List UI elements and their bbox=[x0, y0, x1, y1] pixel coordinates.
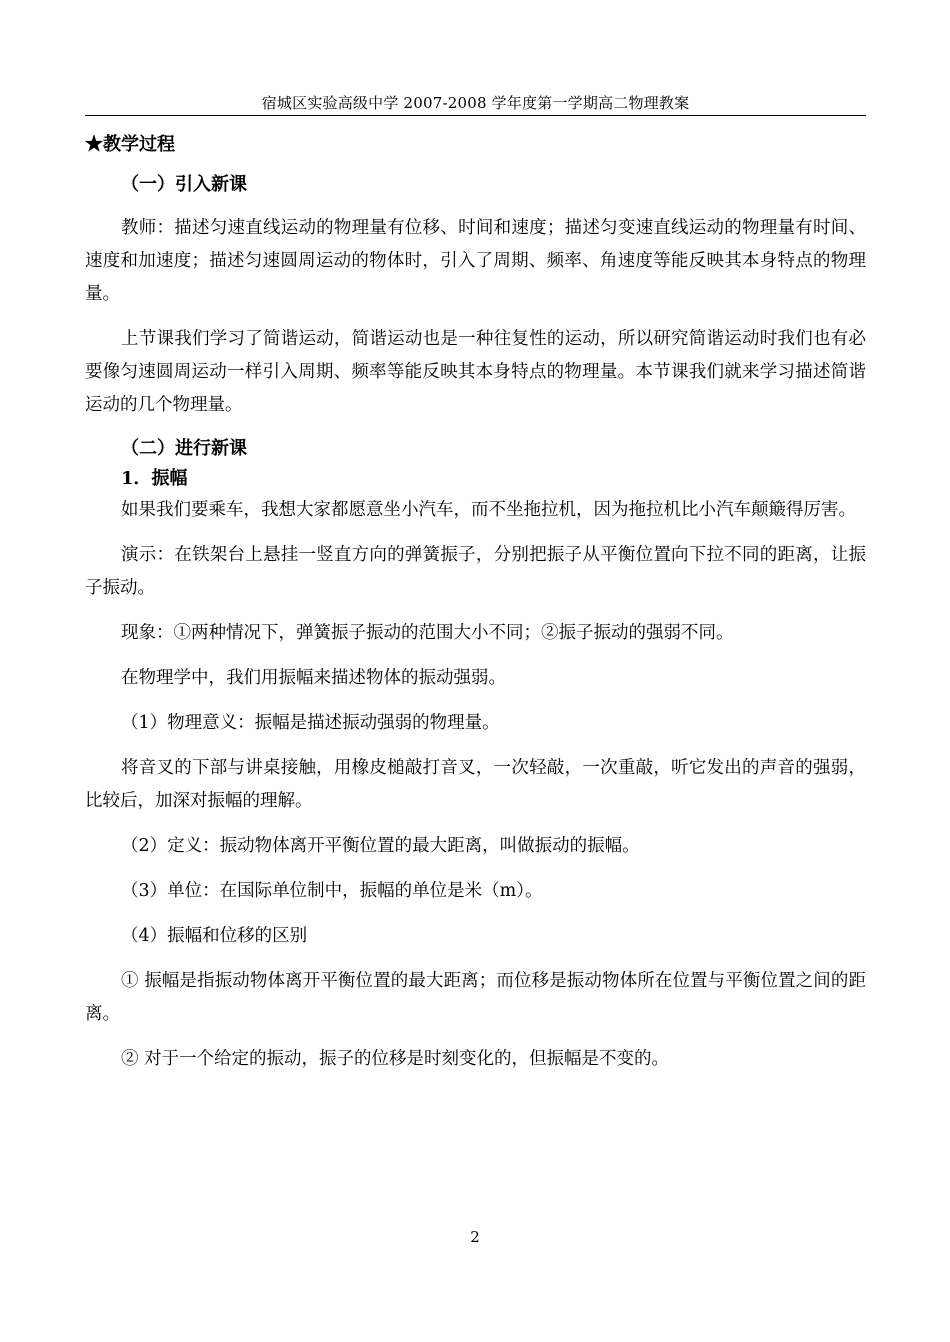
section-title-process: ★教学过程 bbox=[85, 134, 175, 155]
page-number: 2 bbox=[470, 1228, 480, 1246]
header-rule bbox=[85, 115, 866, 116]
paragraph-meaning: （1）物理意义：振幅是描述振动强弱的物理量。 bbox=[121, 713, 500, 733]
paragraph-physics: 在物理学中，我们用振幅来描述物体的振动强弱。 bbox=[121, 668, 506, 688]
paragraph-tuning-fork: 将音叉的下部与讲桌接触，用橡皮槌敲打音叉，一次轻敲，一次重敲，听它发出的声音的强弱，比较后，加深对振幅的理解。 bbox=[85, 758, 866, 811]
document-body bbox=[85, 128, 866, 1076]
section-title-intro: （一）引入新课 bbox=[121, 174, 247, 195]
page-header: 宿城区实验高级中学 2007-2008 学年度第一学期高二物理教案 bbox=[261, 94, 690, 112]
paragraph-intro-2: 上节课我们学习了简谐运动，简谐运动也是一种往复性的运动，所以研究简谐运动时我们也有必要像匀速圆周运动一样引入周期、频率等能反映其本身特点的物理量。本节课我们就来学习描述简谐运动的几个物理量。 bbox=[85, 329, 866, 415]
paragraph-unit: （3）单位：在国际单位制中，振幅的单位是米（m）。 bbox=[121, 881, 543, 901]
paragraph-phenomenon: 现象：①两种情况下，弹簧振子振动的范围大小不同；②振子振动的强弱不同。 bbox=[121, 623, 734, 643]
section-title-new: （二）进行新课 bbox=[121, 438, 247, 459]
paragraph-difference: （4）振幅和位移的区别 bbox=[121, 926, 308, 946]
paragraph-definition: （2）定义：振动物体离开平衡位置的最大距离，叫做振动的振幅。 bbox=[121, 836, 640, 856]
paragraph-intro-1: 教师：描述匀速直线运动的物理量有位移、时间和速度；描述匀变速直线运动的物理量有时间、速度和加速度；描述匀速圆周运动的物体时，引入了周期、频率、角速度等能反映其本身特点的物理量。 bbox=[85, 218, 866, 304]
paragraph-difference-2: ② 对于一个给定的振动，振子的位移是时刻变化的，但振幅是不变的。 bbox=[121, 1049, 670, 1069]
paragraph-demo: 演示：在铁架台上悬挂一竖直方向的弹簧振子，分别把振子从平衡位置向下拉不同的距离，让振子振动。 bbox=[85, 545, 866, 598]
paragraph-car: 如果我们要乘车，我想大家都愿意坐小汽车，而不坐拖拉机，因为拖拉机比小汽车颠簸得厉害。 bbox=[121, 500, 856, 520]
subsection-title-amplitude: 1．振幅 bbox=[121, 468, 188, 489]
paragraph-difference-1: ① 振幅是指振动物体离开平衡位置的最大距离；而位移是振动物体所在位置与平衡位置之间的距离。 bbox=[85, 971, 866, 1024]
